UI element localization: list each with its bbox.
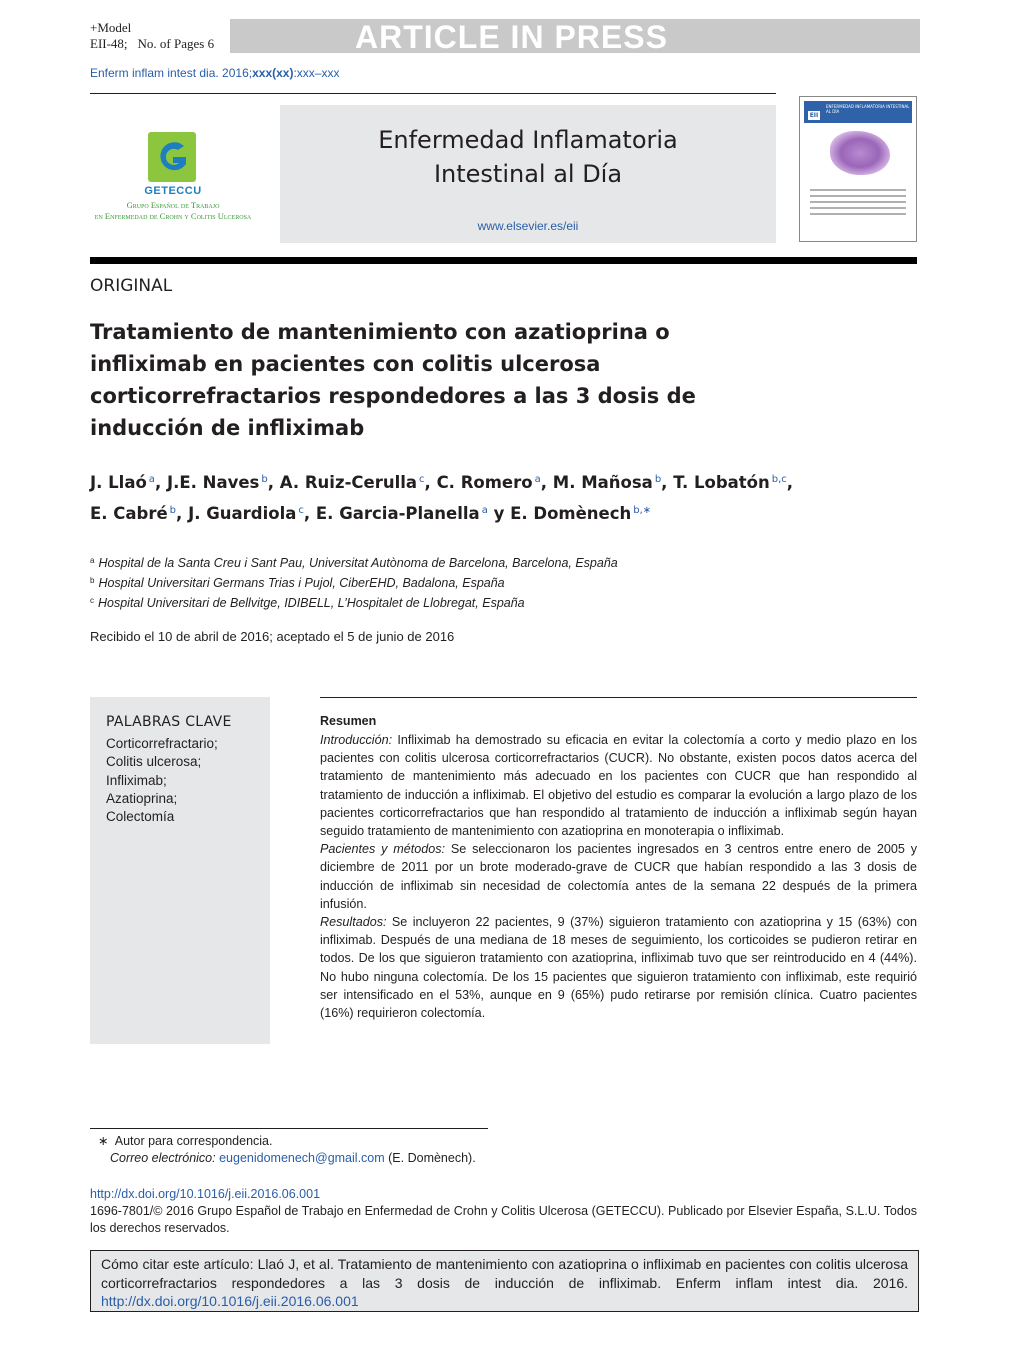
geteccu-logo-icon xyxy=(148,132,196,182)
article-meta xyxy=(90,36,214,51)
author-separator: , xyxy=(154,473,162,492)
header-divider xyxy=(90,257,917,264)
author-separator: , xyxy=(424,473,431,492)
author-separator: , xyxy=(661,473,668,492)
abstract-body xyxy=(320,731,917,1022)
journal-url[interactable]: www.elsevier.es/eii xyxy=(477,219,579,233)
author-name: C. Romero xyxy=(436,473,533,492)
abstract-section-label: Pacientes y métodos: xyxy=(320,842,446,857)
affiliation-item xyxy=(90,572,618,592)
affiliation-key: c xyxy=(90,596,94,605)
affiliation-item xyxy=(90,552,618,572)
received-dates: Recibido el 10 de abril de 2016; aceptado el 5 de junio de 2016 xyxy=(90,629,455,644)
keyword-item: Corticorrefractario; xyxy=(106,736,218,751)
article-code: EII-48; xyxy=(90,36,128,51)
divider xyxy=(90,93,776,94)
email-label: Correo electrónico: xyxy=(110,1151,216,1165)
author-name: J. Guardiola xyxy=(188,504,297,523)
abstract-section xyxy=(320,731,917,840)
correspondence-label: Autor para correspondencia. xyxy=(114,1134,273,1148)
journal-cover-thumbnail xyxy=(799,96,917,242)
keywords-list xyxy=(106,735,218,826)
page-count: No. of Pages 6 xyxy=(137,36,215,51)
article-in-press-label: ARTICLE IN PRESS xyxy=(355,19,668,55)
author-name: E. Cabré xyxy=(90,504,168,523)
logo-subtitle-1: Grupo Español de Trabajo xyxy=(126,200,220,210)
model-label: +Model xyxy=(90,20,132,35)
author-name: J.E. Naves xyxy=(166,473,260,492)
affiliation-text: Hospital Universitari de Bellvitge, IDIBELL, L’Hospitalet de Llobregat, España xyxy=(98,596,525,610)
author-affiliation-mark[interactable]: b,∗ xyxy=(633,505,652,516)
journal-ref-pages: :xxx–xxx xyxy=(293,66,340,80)
logo-subtitle-2: en Enfermedad de Crohn y Colitis Ulcerosa xyxy=(94,211,252,221)
journal-reference[interactable] xyxy=(90,66,339,80)
keywords-heading: PALABRAS CLAVE xyxy=(106,714,232,730)
cover-image xyxy=(830,131,890,175)
geteccu-logo xyxy=(88,128,258,228)
author-affiliation-mark[interactable]: a xyxy=(481,505,488,516)
journal-title-line-1: Enfermedad Inflamatoria xyxy=(378,126,678,154)
citation-link[interactable]: http://dx.doi.org/10.1016/j.eii.2016.06.001 xyxy=(101,1293,359,1309)
author-affiliation-mark[interactable]: b xyxy=(169,505,177,516)
journal-title-box xyxy=(280,105,776,243)
affiliation-key: b xyxy=(90,576,95,585)
author-separator: , xyxy=(176,504,183,523)
keyword-item: Infliximab; xyxy=(106,772,167,788)
author-name: J. Llaó xyxy=(90,473,147,492)
abstract-section-label: Introducción: xyxy=(320,733,393,747)
email-owner: (E. Domènech). xyxy=(388,1151,476,1165)
abstract-section-text: Se incluyeron 22 pacientes, 9 (37%) siguieron tratamiento con azatioprina y 15 (63%) con infliximab. Después de una mediana de 18 meses de seguimiento, los corticoides se pudieron retirar en todos. De los que siguieron tratamiento con azatioprina, infliximab tuvo que ser reintroducido en 4 (44%). No hubo ninguna colectomía. De los 15 pacientes que siguieron tratamiento con infliximab, este requirió ser intensificado en el 53%, aunque en 9 (65%) pudo retirarse por remisión clínica. Cuatro pacientes (16%) requirieron colectomía. xyxy=(320,915,917,1021)
cover-band-text: ENFERMEDAD INFLAMATORIA INTESTINAL AL DÍA xyxy=(826,104,910,114)
author-affiliation-mark[interactable]: c xyxy=(298,505,304,516)
journal-ref-volume: xxx(xx) xyxy=(252,66,294,80)
author-affiliation-mark[interactable]: c xyxy=(419,474,425,485)
abstract-heading: Resumen xyxy=(320,714,377,728)
author-name: E. Garcia-Planella xyxy=(315,504,480,523)
copyright: 1696-7801/© 2016 Grupo Español de Trabajo en Enfermedad de Crohn y Colitis Ulcerosa (GETECCU). Publicado por Elsevier España, S.L.U. Todos los derechos reservados. xyxy=(90,1204,917,1235)
journal-title xyxy=(280,123,776,191)
author-separator: , xyxy=(303,504,311,523)
cover-text-lines xyxy=(810,189,906,219)
author-name: A. Ruiz-Cerulla xyxy=(279,473,418,492)
abstract-section-text: Se seleccionaron los pacientes ingresados en 3 centros entre enero de 2005 y diciembre de 2011 por un brote moderado-grave de CUCR que habían respondido a las 3 dosis de inducción de infliximab sin necesidad de colectomía antes de la semana 22 después de la primera infusión. xyxy=(320,842,917,911)
abstract-divider xyxy=(320,697,917,698)
cover-band xyxy=(804,101,912,123)
affiliation-item xyxy=(90,592,618,612)
keyword-item: Colectomía xyxy=(106,809,175,825)
journal-title-line-2: Intestinal al Día xyxy=(433,160,623,188)
abstract-section-label: Resultados: xyxy=(320,915,387,930)
author-affiliation-mark[interactable]: b,c xyxy=(771,474,787,485)
abstract-section xyxy=(320,913,917,1022)
author-list xyxy=(90,466,850,528)
author-affiliation-mark[interactable]: b xyxy=(654,474,662,485)
author-separator: y xyxy=(487,504,511,523)
abstract-section-text: Infliximab ha demostrado su eficacia en evitar la colectomía a corto y medio plazo en los pacientes con colitis ulcerosa corticorrefractarios (CUCR). No obstante, existen pocos datos acerca del tratamiento de mantenimiento más adecuado en los pacientes con CUCR que han respondido al tratamiento de inducción a infliximab. El objetivo del estudio es comparar la evolución a largo plazo de los pacientes corticorrefractarios que han respondido al tratamiento de inducción a infliximab según hayan seguido tratamiento de mantenimiento con azatioprina en monoterapia o infliximab. xyxy=(320,733,917,839)
abstract-section xyxy=(320,840,917,913)
article-title: Tratamiento de mantenimiento con azatioprina o infliximab en pacientes con colitis ulcerosa corticorrefractarios respondedores a las 3 dosis de inducción de infliximab xyxy=(90,320,696,440)
author-name: E. Domènech xyxy=(510,504,632,523)
section-label: ORIGINAL xyxy=(90,276,173,296)
author-name: T. Lobatón xyxy=(673,473,770,492)
email-link[interactable]: eugenidomenech@gmail.com xyxy=(219,1151,385,1165)
correspondence-note xyxy=(98,1133,476,1167)
logo-name: GETECCU xyxy=(144,185,202,197)
author-separator: , xyxy=(267,473,275,492)
author-separator: , xyxy=(540,473,548,492)
keywords-box xyxy=(90,697,270,1044)
keyword-item: Azatioprina; xyxy=(106,790,178,806)
author-affiliation-mark[interactable]: a xyxy=(534,474,541,485)
affiliations xyxy=(90,552,618,612)
footnote-marker: ∗ xyxy=(98,1134,109,1148)
affiliation-key: a xyxy=(90,556,95,565)
cover-mark: EII xyxy=(809,112,819,119)
citation-box xyxy=(90,1250,919,1312)
author-affiliation-mark[interactable]: a xyxy=(148,474,155,485)
author-affiliation-mark[interactable]: b xyxy=(261,474,268,485)
affiliation-text: Hospital de la Santa Creu i Sant Pau, Universitat Autònoma de Barcelona, Barcelona, España xyxy=(98,556,618,570)
footnote-divider xyxy=(90,1128,488,1129)
author-name: M. Mañosa xyxy=(552,473,653,492)
citation-text: Cómo citar este artículo: Llaó J, et al. Tratamiento de mantenimiento con azatioprina o infliximab en pacientes con colitis ulcerosa corticorrefractarios respondedores a las 3 dosis de inducción de infliximab. Enferm inflam intest dia. 2016. xyxy=(101,1256,908,1291)
doi-link[interactable]: http://dx.doi.org/10.1016/j.eii.2016.06.001 xyxy=(90,1187,321,1201)
journal-ref-prefix: Enferm inflam intest dia. 2016; xyxy=(90,66,253,80)
affiliation-text: Hospital Universitari Germans Trias i Pujol, CiberEHD, Badalona, España xyxy=(98,576,505,590)
author-separator: , xyxy=(786,473,794,492)
keyword-item: Colitis ulcerosa; xyxy=(106,754,202,770)
